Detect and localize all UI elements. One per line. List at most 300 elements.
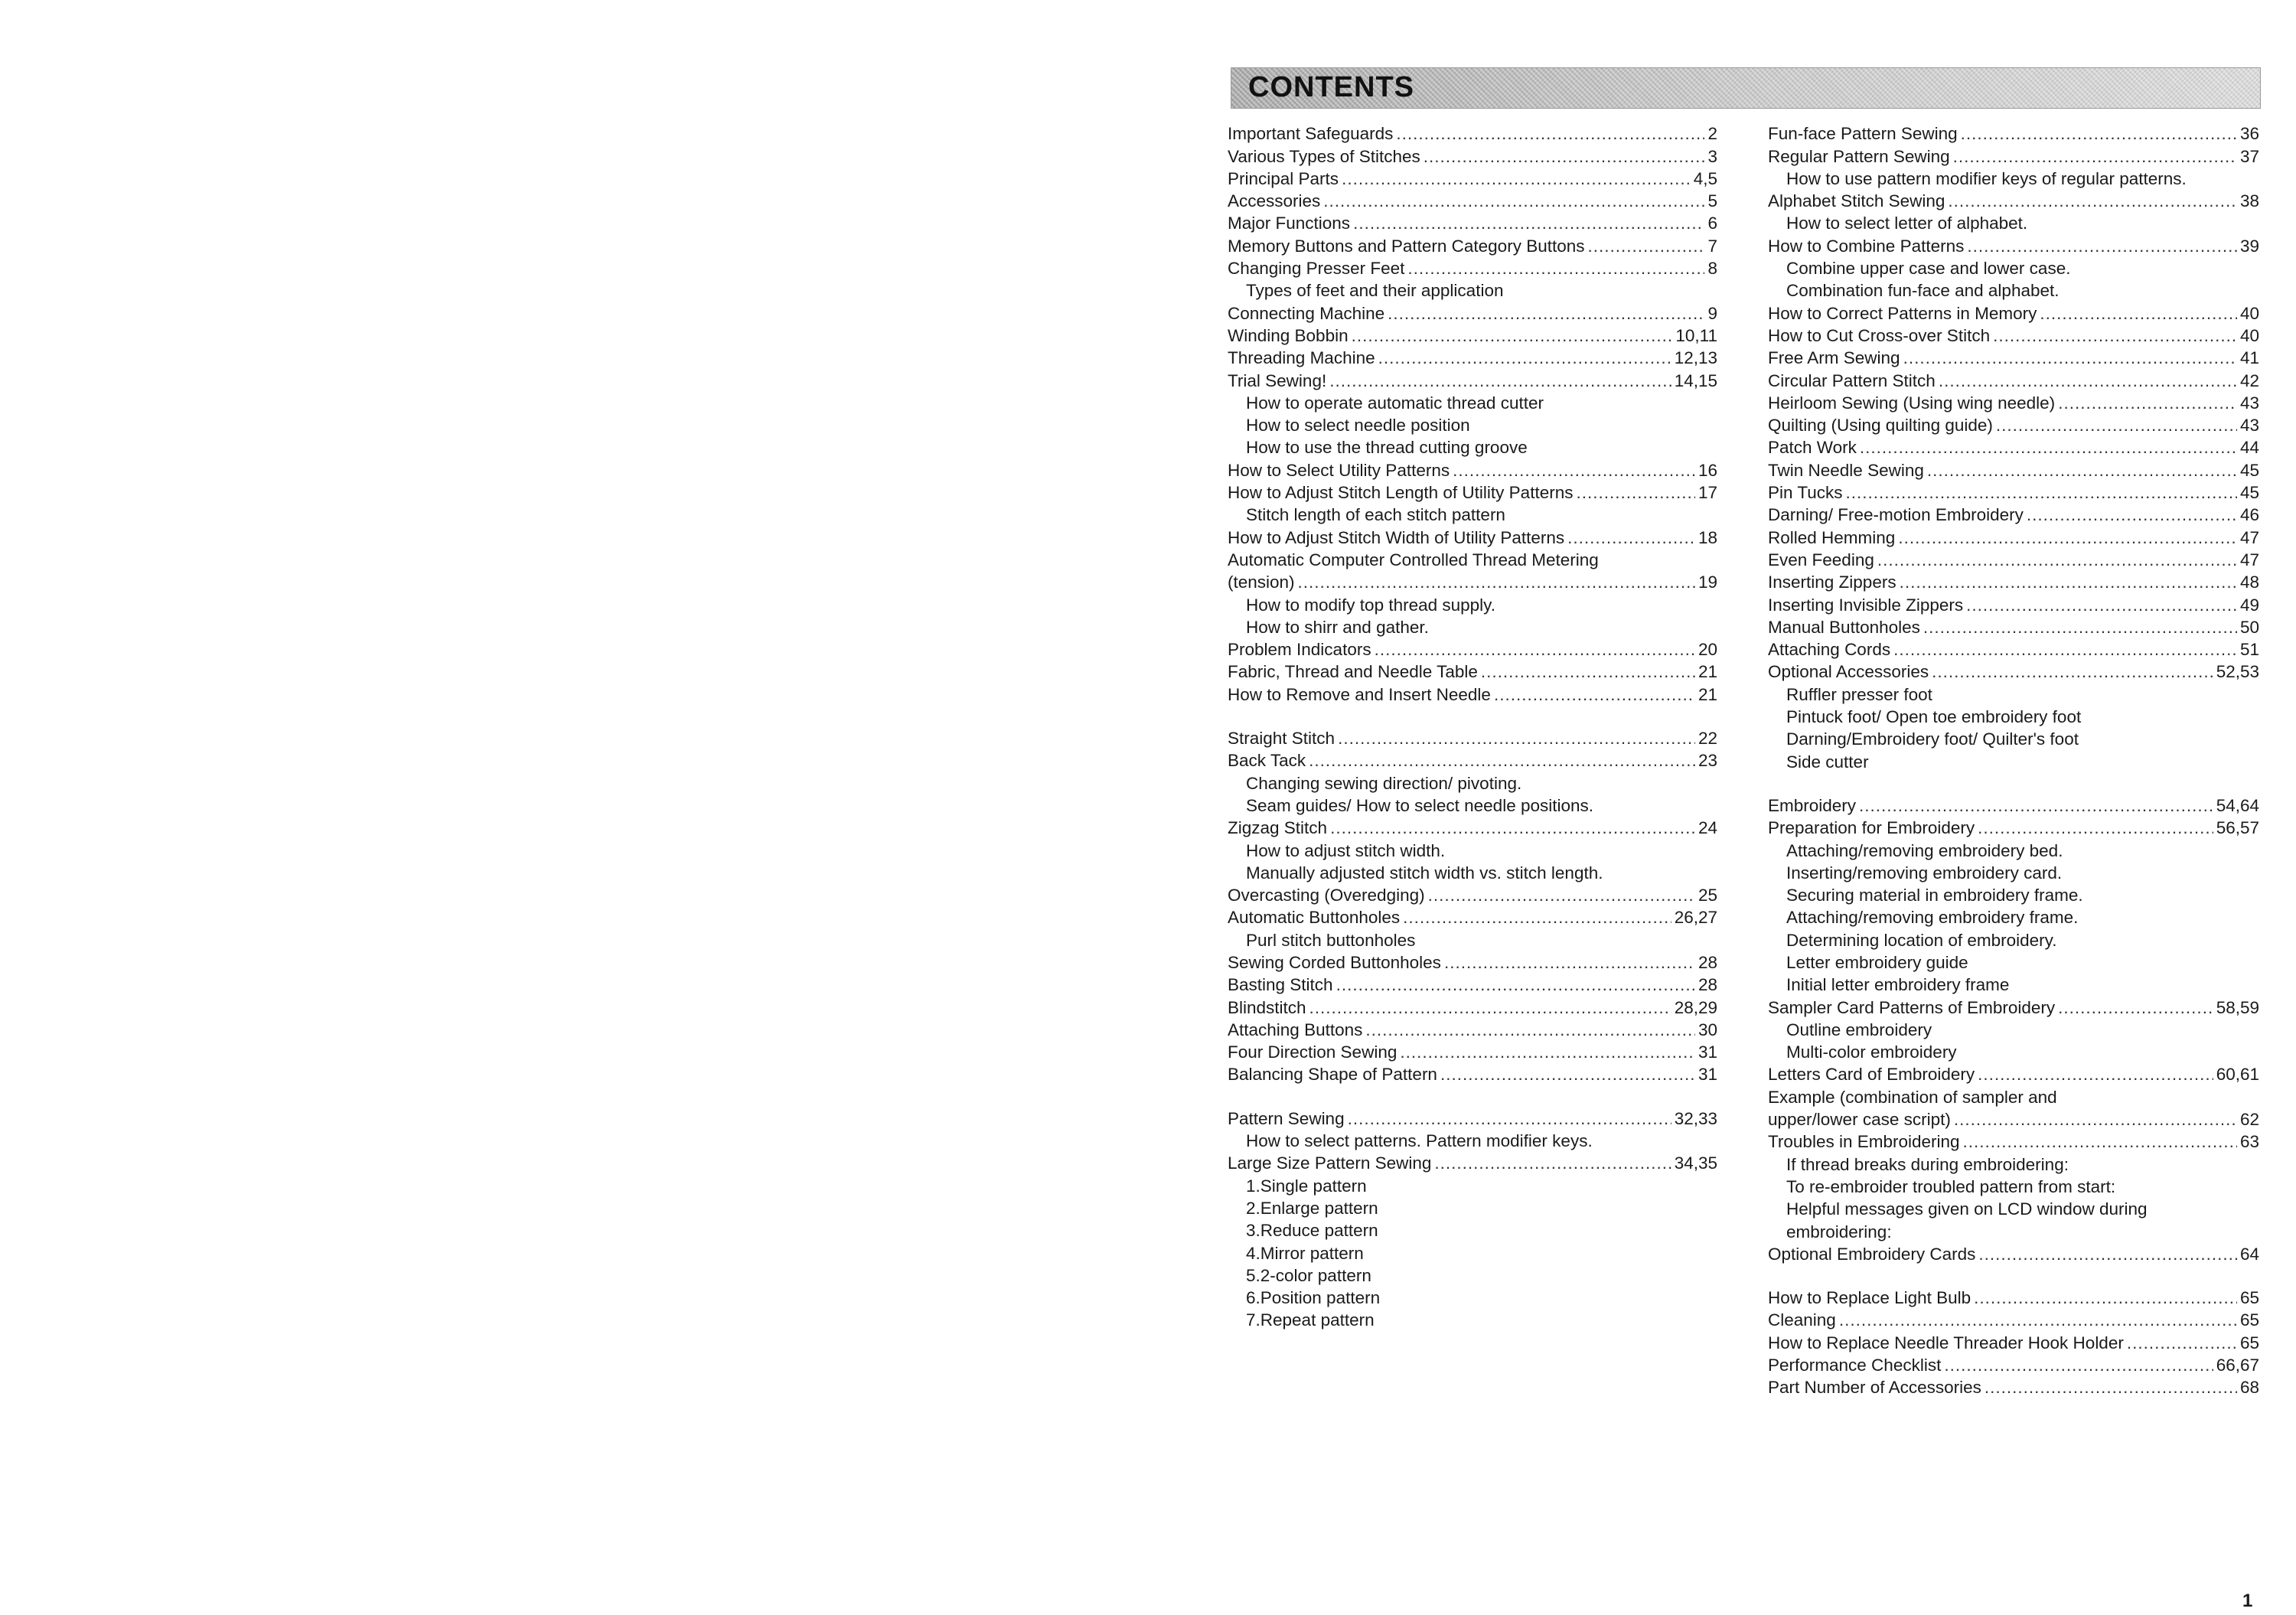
toc-entry [1768,593,2259,615]
toc-page-number: 42 [2239,370,2259,390]
toc-entry-title: Automatic Computer Controlled Thread Metering [1228,550,1599,569]
dot-leader [2127,1332,2237,1354]
toc-entry-title: 2.Enlarge pattern [1246,1198,1378,1218]
toc-page-number: 16 [1698,460,1717,480]
toc-page-number: 25 [1698,886,1717,905]
toc-entry-title: Alphabet Stitch Sewing [1768,191,1945,211]
toc-subentry [1228,1309,1717,1331]
toc-entry [1228,906,1717,928]
toc-entry-title: Balancing Shape of Pattern [1228,1065,1437,1085]
toc-entry-title: Darning/Embroidery foot/ Quilter's foot [1786,729,2079,749]
toc-entry [1228,727,1717,749]
toc-entry-title: Ruffler presser foot [1786,684,1932,704]
toc-page-number: 40 [2239,303,2259,323]
toc-entry-title: Fabric, Thread and Needle Table [1228,662,1478,682]
toc-subentry [1768,1041,2259,1063]
toc-entry-title: How to select patterns. Pattern modifier keys. [1246,1131,1593,1151]
dot-leader [1365,1019,1695,1041]
toc-entry-title: Fun-face Pattern Sewing [1768,124,1958,144]
toc-subentry [1768,1220,2259,1242]
page-number: 1 [2242,1591,2253,1611]
toc-entry-title: Twin Needle Sewing [1768,460,1924,480]
toc-entry-title: How to Cut Cross-over Stitch [1768,325,1991,345]
toc-entry-title: 7.Repeat pattern [1246,1310,1375,1330]
dot-leader [1309,749,1695,772]
toc-page-number: 46 [2239,505,2259,525]
toc-page-number: 52,53 [2216,662,2259,682]
toc-entry-title: Inserting/removing embroidery card. [1786,863,2063,883]
toc-page-number: 47 [2239,550,2259,569]
toc-page-number: 43 [2239,393,2259,413]
toc-entry-title: Seam guides/ How to select needle positions. [1246,795,1594,815]
toc-entry-title: Even Feeding [1768,550,1874,569]
toc-entry-title: Combine upper case and lower case. [1786,259,2071,279]
toc-page-number: 37 [2239,146,2259,166]
toc-entry [1228,638,1717,661]
dot-leader [1967,235,2237,257]
dot-leader [2058,392,2237,414]
dot-leader [1996,414,2237,436]
dot-leader [1923,616,2237,638]
toc-subentry [1228,862,1717,884]
toc-left-column [1228,122,1717,1331]
toc-entry [1768,1376,2259,1398]
toc-subentry [1228,279,1717,302]
dot-leader [1985,1376,2237,1398]
toc-entry [1228,1063,1717,1085]
dot-leader [1859,794,2213,817]
toc-entry-title: 5.2-color pattern [1246,1265,1371,1285]
toc-page-number: 30 [1698,1020,1717,1039]
toc-entry-title: Automatic Buttonholes [1228,908,1401,928]
toc-entry [1228,683,1717,705]
dot-leader [2058,997,2213,1019]
toc-entry [1768,571,2259,593]
toc-entry [1768,122,2259,145]
toc-entry-title: Heirloom Sewing (Using wing needle) [1768,393,2056,413]
toc-subentry [1768,951,2259,974]
toc-entry [1768,145,2259,167]
toc-entry-title: (tension) [1228,573,1295,592]
toc-page-number: 23 [1698,751,1717,771]
toc-entry-title: Darning/ Free-motion Embroidery [1768,505,2024,525]
toc-entry [1228,234,1717,256]
toc-entry [1768,347,2259,369]
toc-entry-title: How to shirr and gather. [1246,617,1429,637]
toc-entry [1768,1309,2259,1331]
toc-entry [1228,458,1717,481]
toc-entry [1228,212,1717,234]
dot-leader [1329,370,1671,392]
toc-entry [1228,549,1717,571]
toc-page-number: 49 [2239,595,2259,615]
dot-leader [1375,638,1695,661]
dot-leader [1330,817,1695,839]
toc-entry [1768,414,2259,436]
toc-entry-title: Large Size Pattern Sewing [1228,1153,1432,1173]
toc-entry-title: Securing material in embroidery frame. [1786,886,2083,905]
dot-leader [1860,436,2237,458]
dot-leader [1434,1152,1671,1174]
toc-entry-title: Determining location of embroidery. [1786,930,2057,950]
toc-entry [1228,571,1717,593]
dot-leader [1309,997,1671,1019]
toc-entry [1228,996,1717,1018]
toc-page-number: 62 [2239,1110,2259,1130]
dot-leader [1440,1063,1695,1085]
toc-entry [1768,1085,2259,1108]
toc-entry-title: Purl stitch buttonholes [1246,930,1416,950]
toc-page-number: 36 [2239,124,2259,144]
toc-subentry [1228,1130,1717,1152]
toc-entry-title: How to select letter of alphabet. [1786,214,2028,233]
toc-entry-title: Part Number of Accessories [1768,1378,1981,1398]
toc-entry [1228,369,1717,391]
dot-leader [1400,1041,1695,1063]
toc-page-number: 56,57 [2216,818,2259,838]
dot-leader [1444,951,1695,974]
toc-entry [1768,458,2259,481]
toc-page-number: 2 [1707,124,1717,144]
dot-leader [1939,370,2237,392]
dot-leader [1323,190,1704,212]
toc-subentry [1228,593,1717,615]
dot-leader [1898,527,2237,549]
toc-entry-title: Side cutter [1786,752,1869,772]
toc-entry [1228,145,1717,167]
toc-entry-title: How to Remove and Insert Needle [1228,684,1491,704]
dot-leader [1576,481,1694,504]
toc-page-number: 32,33 [1674,1108,1717,1128]
toc-page-number: 6 [1707,214,1717,233]
toc-entry [1768,526,2259,548]
toc-page-number: 65 [2239,1333,2259,1352]
toc-entry-title: Performance Checklist [1768,1356,1942,1375]
toc-entry [1768,1243,2259,1265]
toc-entry [1768,436,2259,458]
toc-page-number: 22 [1698,729,1717,749]
toc-entry-title: Manual Buttonholes [1768,617,1920,637]
dot-leader [1494,684,1695,706]
toc-page-number: 47 [2239,527,2259,547]
toc-entry-title: 4.Mirror pattern [1246,1243,1364,1263]
toc-entry-title: Four Direction Sewing [1228,1042,1397,1062]
toc-page-number: 10,11 [1675,325,1717,345]
toc-entry-title: Patch Work [1768,438,1857,458]
toc-subentry [1768,750,2259,772]
toc-subentry [1228,794,1717,817]
toc-entry-title: How to operate automatic thread cutter [1246,393,1544,413]
toc-entry-title: Straight Stitch [1228,729,1336,749]
toc-subentry [1228,1219,1717,1241]
toc-entry [1228,1107,1717,1129]
toc-page-number: 8 [1707,259,1717,279]
toc-entry [1228,749,1717,772]
dot-leader [1567,527,1695,549]
toc-entry-title: Memory Buttons and Pattern Category Buttons [1228,236,1585,256]
toc-entry-title: How to Adjust Stitch Width of Utility Patterns [1228,527,1565,547]
toc-subentry [1228,616,1717,638]
toc-entry [1228,347,1717,369]
toc-subentry [1228,1174,1717,1196]
toc-entry-title: Attaching Buttons [1228,1020,1363,1039]
dot-leader [1948,190,2237,212]
toc-subentry [1228,414,1717,436]
toc-entry-title: Attaching Cords [1768,640,1891,660]
dot-leader [1588,235,1705,257]
toc-subentry [1768,928,2259,951]
toc-page-number: 14,15 [1674,370,1717,390]
toc-entry [1768,661,2259,683]
toc-page-number: 64 [2239,1244,2259,1264]
toc-entry [1768,1331,2259,1353]
dot-leader [1348,1108,1671,1130]
toc-page-number: 9 [1707,303,1717,323]
toc-entry-title: Important Safeguards [1228,124,1394,144]
toc-page-number: 28 [1698,952,1717,972]
page-title: CONTENTS [1248,71,1414,103]
toc-page-number: 39 [2239,236,2259,256]
dot-leader [1298,571,1695,593]
toc-entry [1768,638,2259,661]
toc-entry-title: Example (combination of sampler and [1768,1087,2057,1107]
toc-entry-title: How to Replace Needle Threader Hook Holder [1768,1333,2124,1352]
toc-entry-title: Stitch length of each stitch pattern [1246,505,1505,525]
dot-leader [1342,168,1691,190]
toc-entry [1768,1130,2259,1153]
dot-leader [2027,504,2237,526]
toc-subentry [1768,1019,2259,1041]
toc-entry-title: Helpful messages given on LCD window during [1786,1199,2148,1219]
dot-leader [1396,122,1704,145]
toc-entry-title: Cleaning [1768,1310,1836,1330]
toc-entry-title: How to Correct Patterns in Memory [1768,303,2037,323]
toc-subentry [1768,257,2259,279]
toc-page-number: 45 [2239,460,2259,480]
toc-page-number: 5 [1707,191,1717,211]
toc-page-number: 50 [2239,617,2259,637]
toc-subentry [1768,974,2259,996]
toc-entry [1768,481,2259,504]
dot-leader [1961,122,2237,145]
toc-page-number: 40 [2239,325,2259,345]
toc-entry-title: Principal Parts [1228,168,1339,188]
toc-entry-title: Outline embroidery [1786,1020,1932,1039]
toc-entry-title: How to Replace Light Bulb [1768,1288,1971,1308]
toc-entry-title: Types of feet and their application [1246,281,1504,301]
toc-entry-title: Accessories [1228,191,1321,211]
dot-leader [1900,571,2237,593]
toc-entry-title: Major Functions [1228,214,1351,233]
toc-subentry [1228,436,1717,458]
toc-entry-title: Optional Embroidery Cards [1768,1244,1976,1264]
toc-subentry [1228,1241,1717,1264]
toc-entry-title: Initial letter embroidery frame [1786,975,2010,995]
toc-entry [1228,974,1717,996]
toc-page-number: 43 [2239,416,2259,436]
toc-entry-title: How to Adjust Stitch Length of Utility Patterns [1228,483,1574,503]
dot-leader [1932,661,2213,683]
dot-leader [1407,257,1704,279]
toc-entry-title: Letters Card of Embroidery [1768,1065,1975,1085]
toc-entry [1228,1019,1717,1041]
toc-subentry [1228,1264,1717,1287]
toc-subentry [1768,884,2259,906]
toc-page-number: 26,27 [1674,908,1717,928]
toc-entry-title: Circular Pattern Stitch [1768,370,1936,390]
toc-page-number: 58,59 [2216,997,2259,1017]
toc-entry [1228,257,1717,279]
toc-page-number: 54,64 [2216,795,2259,815]
dot-leader [1378,347,1671,369]
dot-leader [1978,817,2213,839]
toc-entry-title: Inserting Invisible Zippers [1768,595,1964,615]
toc-page-number: 44 [2239,438,2259,458]
toc-entry-title: Blindstitch [1228,997,1306,1017]
toc-entry-title: Pattern Sewing [1228,1108,1345,1128]
toc-entry [1228,168,1717,190]
toc-entry [1228,817,1717,839]
toc-entry-title: Inserting Zippers [1768,573,1896,592]
toc-entry [1228,190,1717,212]
toc-entry [1768,1063,2259,1085]
toc-entry-title: embroidering: [1786,1222,1892,1241]
toc-entry [1768,190,2259,212]
toc-entry [1228,1152,1717,1174]
toc-entry [1228,661,1717,683]
toc-entry [1768,325,2259,347]
toc-page-number: 17 [1698,483,1717,503]
toc-entry-title: Troubles in Embroidering [1768,1132,1960,1152]
toc-page-number: 65 [2239,1310,2259,1330]
toc-entry-title: Sampler Card Patterns of Embroidery [1768,997,2056,1017]
dot-leader [2040,302,2237,325]
toc-page-number: 19 [1698,573,1717,592]
toc-entry-title: Back Tack [1228,751,1306,771]
toc-subentry [1768,906,2259,928]
toc-subentry [1768,212,2259,234]
dot-leader [1903,347,2237,369]
toc-page-number: 34,35 [1674,1153,1717,1173]
contents-header-bar [1231,67,2261,109]
toc-entry-title: Quilting (Using quilting guide) [1768,416,1993,436]
toc-entry-title: Preparation for Embroidery [1768,818,1975,838]
toc-entry [1768,302,2259,324]
toc-entry [1228,325,1717,347]
toc-entry-title: How to use pattern modifier keys of regular patterns. [1786,168,2187,188]
toc-entry-title: How to select needle position [1246,416,1470,436]
toc-page-number: 66,67 [2216,1356,2259,1375]
dot-leader [1893,638,2237,661]
dot-leader [1978,1063,2213,1085]
toc-subentry [1768,1153,2259,1175]
dot-leader [1453,459,1695,481]
toc-entry [1768,817,2259,839]
toc-page-number: 63 [2239,1132,2259,1152]
toc-subentry [1768,862,2259,884]
toc-entry-title: 3.Reduce pattern [1246,1221,1378,1241]
toc-entry-title: 1.Single pattern [1246,1176,1367,1196]
toc-subentry [1228,772,1717,794]
toc-page-number: 68 [2239,1378,2259,1398]
dot-leader [1424,145,1705,168]
toc-page-number: 24 [1698,818,1717,838]
toc-entry [1768,549,2259,571]
toc-subentry [1768,279,2259,302]
toc-entry-title: 6.Position pattern [1246,1288,1381,1308]
toc-entry-title: Winding Bobbin [1228,325,1349,345]
toc-entry-title: Pintuck foot/ Open toe embroidery foot [1786,707,2082,727]
toc-entry [1768,234,2259,256]
toc-entry-title: Basting Stitch [1228,975,1333,995]
toc-entry [1768,504,2259,526]
toc-page-number: 45 [2239,483,2259,503]
toc-entry-title: Embroidery [1768,795,1857,815]
toc-entry-title: Attaching/removing embroidery frame. [1786,908,2079,928]
toc-entry [1228,122,1717,145]
toc-subentry [1768,683,2259,705]
toc-subentry [1768,1176,2259,1198]
toc-entry-title: Pin Tucks [1768,483,1843,503]
toc-entry [1228,1041,1717,1063]
toc-page-number: 21 [1698,684,1717,704]
toc-entry [1228,481,1717,504]
toc-page-number: 41 [2239,348,2259,368]
toc-entry [1228,526,1717,548]
dot-leader [1388,302,1704,325]
toc-entry-title: Overcasting (Overedging) [1228,886,1425,905]
toc-page-number: 48 [2239,573,2259,592]
toc-subentry [1228,1287,1717,1309]
dot-leader [1944,1354,2213,1376]
dot-leader [1403,906,1671,928]
toc-entry-title: If thread breaks during embroidering: [1786,1154,2069,1174]
dot-leader [1993,325,2237,347]
toc-page-number: 12,13 [1674,348,1717,368]
toc-entry-title: Sewing Corded Buttonholes [1228,952,1441,972]
toc-entry [1228,951,1717,974]
toc-subentry [1228,839,1717,861]
dot-leader [1352,325,1673,347]
toc-entry-title: Various Types of Stitches [1228,146,1420,166]
toc-entry-title: How to Select Utility Patterns [1228,460,1450,480]
toc-entry-title: Regular Pattern Sewing [1768,146,1950,166]
dot-leader [1846,481,2237,504]
toc-page-number: 7 [1707,236,1717,256]
toc-subentry [1768,728,2259,750]
dot-leader [1963,1130,2237,1153]
toc-entry-title: Problem Indicators [1228,640,1371,660]
dot-leader [1954,1108,2237,1130]
toc-entry-title: How to use the thread cutting groove [1246,438,1528,458]
toc-entry-title: Manually adjusted stitch width vs. stitch length. [1246,863,1603,883]
toc-subentry [1228,504,1717,526]
dot-leader [1428,884,1695,906]
toc-entry [1768,1108,2259,1130]
toc-entry-title: Optional Accessories [1768,662,1929,682]
toc-subentry [1768,168,2259,190]
toc-subentry [1228,1197,1717,1219]
dot-leader [1974,1287,2237,1309]
toc-entry-title: Changing Presser Feet [1228,259,1405,279]
dot-leader [1978,1243,2237,1265]
toc-entry [1768,1287,2259,1309]
toc-entry-title: Multi-color embroidery [1786,1042,1957,1062]
toc-page-number: 31 [1698,1065,1717,1085]
toc-entry-title: How to Combine Patterns [1768,236,1965,256]
toc-entry [1768,1354,2259,1376]
dot-leader [1481,661,1695,683]
